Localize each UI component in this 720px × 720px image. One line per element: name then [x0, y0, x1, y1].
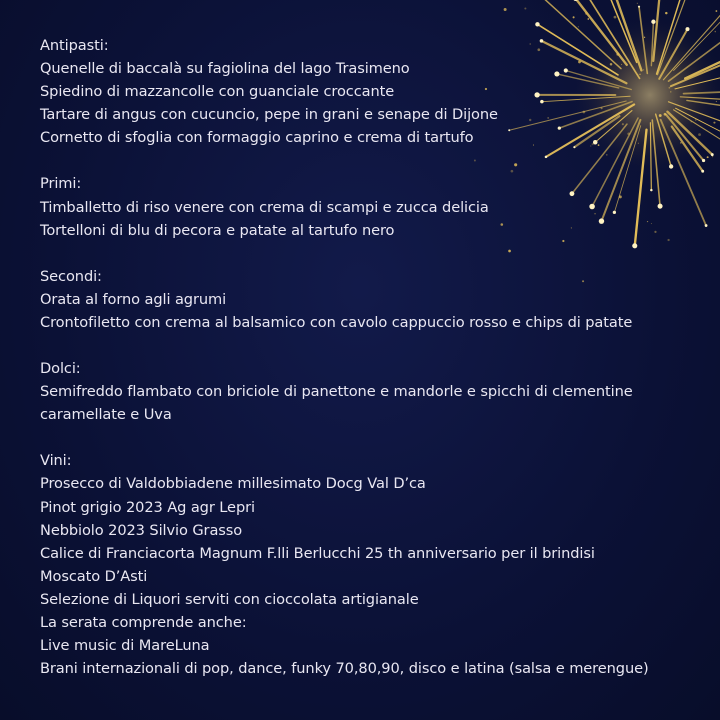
- menu-item: Orata al forno agli agrumi: [40, 290, 227, 308]
- firework-spark: [585, 12, 588, 15]
- firework-spark: [715, 10, 717, 12]
- firework-spark: [701, 170, 704, 173]
- section-dolci: [40, 357, 700, 426]
- menu-item: Crontofiletto con crema al balsamico con cavolo cappuccio rosso e chips di patate: [40, 313, 633, 331]
- menu-item: Semifreddo flambato con briciole di panettone e mandorle e spicchi di clementine: [40, 383, 633, 401]
- firework-spark: [524, 7, 526, 9]
- menu-item: Tortelloni di blu di pecora e patate al tartufo nero: [40, 221, 395, 239]
- firework-spark: [712, 156, 713, 157]
- menu-item: Nebbiolo 2023 Silvio Grasso: [40, 521, 243, 539]
- firework-spark: [665, 12, 667, 14]
- firework-spark: [535, 22, 539, 26]
- section-heading: Antipasti:: [40, 37, 109, 54]
- firework-spark: [714, 31, 716, 33]
- firework-spark: [705, 224, 708, 227]
- firework-spark: [638, 6, 640, 8]
- menu-item: Brani internazionali di pop, dance, funky 70,80,90, disco e latina (salsa e merengue): [40, 660, 649, 678]
- menu-text: [40, 34, 700, 680]
- firework-spark: [587, 18, 589, 20]
- menu-item: Timballetto di riso venere con crema di scampi e zucca delicia: [40, 198, 489, 216]
- menu-item: Live music di MareLuna: [40, 637, 210, 655]
- menu-item: Cornetto di sfoglia con formaggio caprino e crema di tartufo: [40, 129, 474, 147]
- menu-item: Tartare di angus con cucuncio, pepe in grani e senape di Dijone: [40, 106, 498, 124]
- firework-spark: [504, 8, 507, 11]
- menu-item: La serata comprende anche:: [40, 613, 247, 631]
- menu-item: Quenelle di baccalà su fagiolina del lago Trasimeno: [40, 60, 410, 78]
- menu-item: Prosecco di Valdobbiadene millesimato Docg Val D’ca: [40, 475, 426, 493]
- menu-item: Selezione di Liquori serviti con cioccolata artigianale: [40, 590, 419, 608]
- firework-spark: [707, 156, 709, 158]
- section-primi: [40, 172, 700, 241]
- menu-item: caramellate e Uva: [40, 406, 172, 424]
- section-heading: Primi:: [40, 175, 82, 193]
- firework-spark: [702, 159, 705, 162]
- firework-spark: [713, 122, 715, 124]
- firework-spark: [578, 26, 579, 27]
- section-heading: Secondi:: [40, 267, 102, 285]
- section-heading: Vini:: [40, 452, 72, 470]
- firework-spark: [614, 16, 617, 19]
- section-vini: [40, 449, 700, 680]
- firework-spark: [637, 3, 638, 4]
- firework-spark: [711, 153, 714, 156]
- firework-spark: [651, 20, 655, 24]
- menu-item: Spiedino di mazzancolle con guanciale croccante: [40, 83, 395, 101]
- firework-spark: [573, 16, 575, 18]
- menu-item: Calice di Franciacorta Magnum F.lli Berlucchi 25 th anniversario per il brindisi: [40, 544, 595, 562]
- section-heading: Dolci:: [40, 360, 81, 378]
- section-antipasti: [40, 34, 700, 149]
- menu-item: Pinot grigio 2023 Ag agr Lepri: [40, 498, 255, 516]
- firework-spark: [685, 27, 689, 31]
- firework-spark: [716, 101, 717, 102]
- menu-item: Moscato D’Asti: [40, 567, 148, 585]
- section-secondi: [40, 265, 700, 334]
